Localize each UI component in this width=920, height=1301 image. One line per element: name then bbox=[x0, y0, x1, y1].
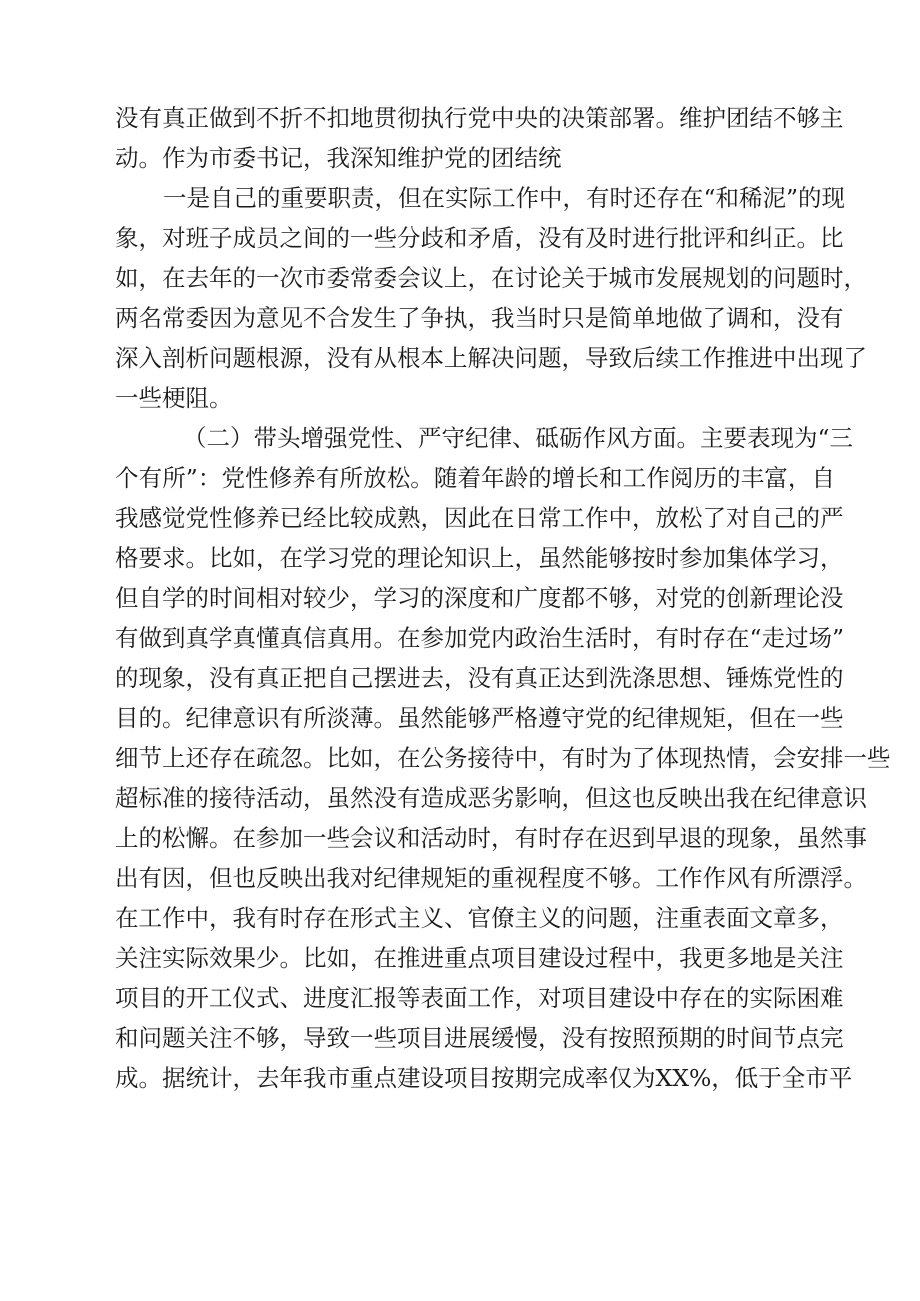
text-line: 的现象，没有真正把自己摆进去，没有真正达到洗涤思想、锤炼党性的 bbox=[115, 664, 844, 692]
text-line: 象，对班子成员之间的一些分歧和矛盾，没有及时进行批评和纠正。比 bbox=[115, 224, 844, 252]
text-line: 在工作中，我有时存在形式主义、官僚主义的问题，注重表面文章多， bbox=[115, 904, 844, 932]
text-line: 目的。纪律意识有所淡薄。虽然能够严格遵守党的纪律规矩，但在一些 bbox=[115, 704, 844, 732]
text-line: 有做到真学真懂真信真用。在参加党内政治生活时，有时存在“走过场” bbox=[115, 624, 845, 652]
text-line: 细节上还存在疏忽。比如，在公务接待中，有时为了体现热情，会安排一些 bbox=[115, 744, 891, 772]
text-line: 超标准的接待活动，虽然没有造成恶劣影响，但这也反映出我在纪律意识 bbox=[115, 784, 867, 812]
text-line: 没有真正做到不折不扣地贯彻执行党中央的决策部署。维护团结不够主 bbox=[115, 104, 844, 132]
text-line: 关注实际效果少。比如，在推进重点项目建设过程中，我更多地是关注 bbox=[115, 944, 844, 972]
text-line: 一些梗阻。 bbox=[115, 384, 233, 412]
text-line: 成。据统计，去年我市重点建设项目按期完成率仅为XX%，低于全市平 bbox=[115, 1064, 853, 1092]
text-line: 出有因，但也反映出我对纪律规矩的重视程度不够。工作作风有所漂浮。 bbox=[115, 864, 867, 892]
text-line: 一是自己的重要职责，但在实际工作中，有时还存在“和稀泥”的现 bbox=[163, 184, 846, 212]
text-line: 但自学的时间相对较少，学习的深度和广度都不够，对党的创新理论没 bbox=[115, 584, 844, 612]
text-line: 深入剖析问题根源，没有从根本上解决问题，导致后续工作推进中出现了 bbox=[115, 344, 867, 372]
text-line: 和问题关注不够，导致一些项目进展缓慢，没有按照预期的时间节点完 bbox=[115, 1024, 844, 1052]
text-line: 两名常委因为意见不合发生了争执，我当时只是简单地做了调和，没有 bbox=[115, 304, 844, 332]
text-line: 上的松懈。在参加一些会议和活动时，有时存在迟到早退的现象，虽然事 bbox=[115, 824, 867, 852]
section-heading-line: （二）带头增强党性、严守纪律、砥砺作风方面。主要表现为“三 bbox=[183, 424, 854, 452]
text-line: 我感觉党性修养已经比较成熟，因此在日常工作中，放松了对自己的严 bbox=[115, 504, 844, 532]
text-line: 如，在去年的一次市委常委会议上，在讨论关于城市发展规划的问题时， bbox=[115, 264, 867, 292]
text-line: 个有所”：党性修养有所放松。随着年龄的增长和工作阅历的丰富，自 bbox=[115, 464, 835, 492]
text-line: 项目的开工仪式、进度汇报等表面工作，对项目建设中存在的实际困难 bbox=[115, 984, 844, 1012]
text-line: 格要求。比如，在学习党的理论知识上，虽然能够按时参加集体学习， bbox=[115, 544, 844, 572]
text-line: 动。作为市委书记，我深知维护党的团结统 bbox=[115, 144, 562, 172]
